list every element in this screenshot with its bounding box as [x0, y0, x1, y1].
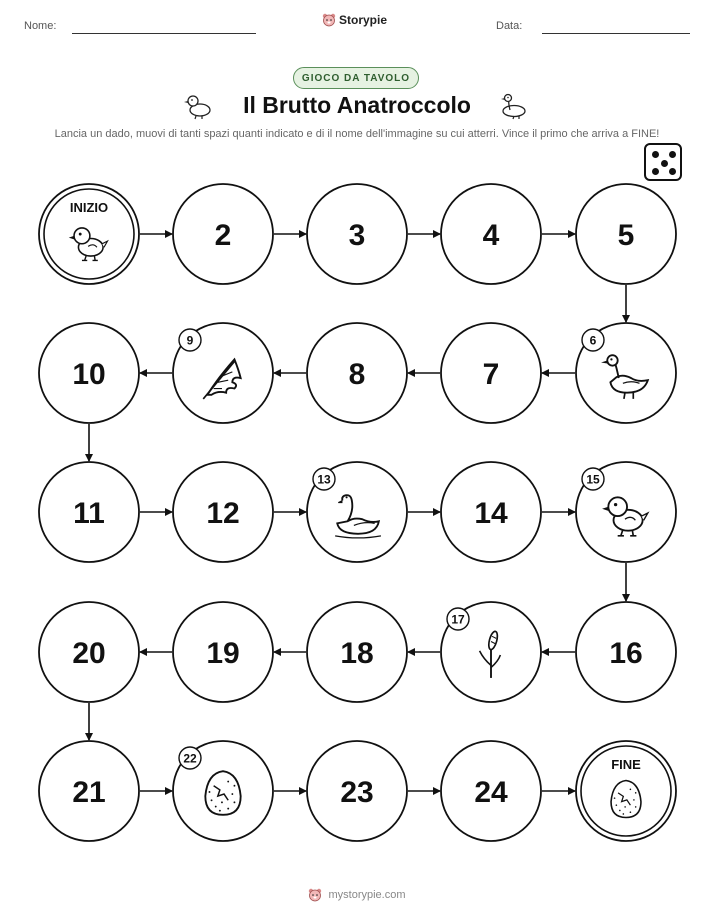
board-space	[173, 602, 273, 702]
space-number: 22	[183, 751, 197, 766]
board-space	[39, 741, 139, 841]
space-number-badge	[179, 747, 201, 769]
space-number: 4	[482, 219, 500, 252]
egg-icon	[611, 781, 641, 818]
board-space	[39, 602, 139, 702]
board-space	[307, 741, 407, 841]
board-space	[441, 462, 541, 562]
board-space	[173, 184, 273, 284]
egg-icon	[205, 771, 240, 815]
date-label: Data:	[496, 20, 523, 32]
board-space	[576, 462, 676, 562]
space-number: 19	[206, 637, 240, 670]
space-number-badge	[179, 329, 201, 351]
board-space	[307, 184, 407, 284]
board-space	[441, 602, 541, 702]
space-number-badge	[447, 608, 469, 630]
board-space	[576, 323, 676, 423]
instructions-text: Lancia un dado, muovi di tanti spazi quanti indicato e di il nome dell'immagine su cui atterri. Vince il primo che arriva a FINE!	[54, 128, 660, 140]
page-title: Il Brutto Anatroccolo	[243, 92, 471, 118]
finish-label: FINE	[611, 757, 641, 772]
space-number: 16	[609, 637, 643, 670]
board-space	[307, 323, 407, 423]
space-number: 18	[340, 637, 374, 670]
space-number: 24	[474, 776, 508, 809]
space-number: 14	[474, 497, 508, 530]
space-number: 7	[482, 358, 500, 391]
board-space	[307, 462, 407, 562]
space-number: 20	[72, 637, 106, 670]
space-number: 13	[317, 472, 331, 487]
board-space	[576, 602, 676, 702]
board-space	[441, 323, 541, 423]
space-number: 11	[73, 497, 105, 530]
space-number: 9	[186, 333, 194, 348]
space-number-badge	[582, 468, 604, 490]
board-space	[39, 462, 139, 562]
name-label: Nome:	[24, 20, 57, 32]
game-type-badge: GIOCO DA TAVOLO	[293, 67, 419, 89]
space-number: 12	[206, 497, 240, 530]
start-space	[39, 184, 139, 284]
board-space	[173, 323, 273, 423]
space-number: 17	[451, 612, 465, 627]
start-label: INIZIO	[69, 200, 109, 215]
space-number-badge	[582, 329, 604, 351]
space-number: 10	[72, 358, 106, 391]
space-number-badge	[313, 468, 335, 490]
board-space	[307, 602, 407, 702]
board-space	[173, 462, 273, 562]
space-number: 5	[617, 219, 635, 252]
space-number: 3	[348, 219, 366, 252]
space-number: 6	[589, 333, 597, 348]
space-number: 15	[586, 472, 600, 487]
board-space	[441, 184, 541, 284]
space-number: 8	[348, 358, 366, 391]
space-number: 23	[340, 776, 374, 809]
space-number: 21	[72, 776, 106, 809]
space-number: 2	[214, 219, 232, 252]
board-space	[39, 323, 139, 423]
footer-url: mystorypie.com	[328, 889, 406, 901]
bear-logo-icon	[308, 888, 322, 902]
footer	[0, 888, 714, 902]
brand-name: Storypie	[339, 13, 388, 27]
board-space	[441, 741, 541, 841]
board-space	[576, 184, 676, 284]
finish-space	[576, 741, 676, 841]
board-space	[173, 741, 273, 841]
